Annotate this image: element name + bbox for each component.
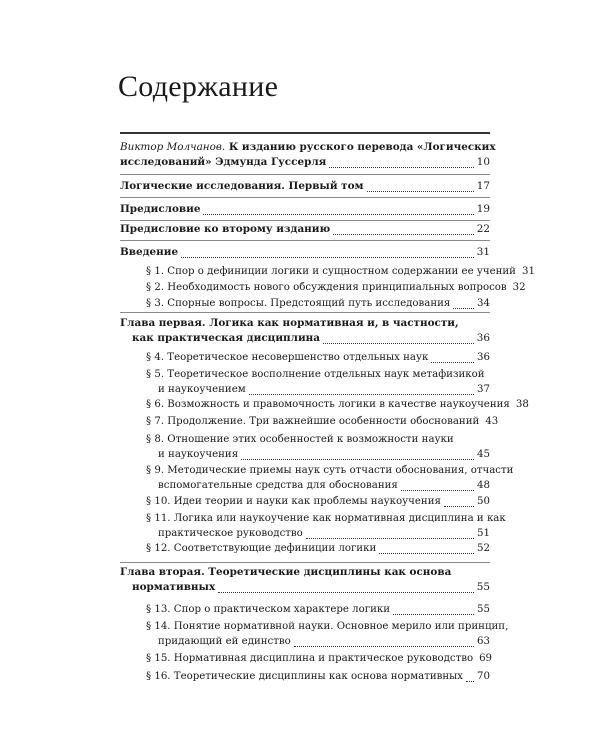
dot-leader <box>329 166 473 168</box>
dot-leader <box>203 213 473 215</box>
toc-section-15[interactable] <box>120 651 493 666</box>
page-number: 22 <box>476 223 490 235</box>
entry-title: § 4. Теоретическое несовершенство отдельных наук <box>146 352 429 363</box>
entry-title: исследований» Эдмунда Гуссерля <box>120 156 327 168</box>
page-title: Содержание <box>118 70 279 103</box>
page-number: 63 <box>477 636 490 647</box>
page-number: 69 <box>479 653 493 664</box>
entry-line <box>120 140 496 155</box>
entry-title: § 7. Продолжение. Три важнейшие особенности обоснований <box>146 416 480 427</box>
toc-section-3[interactable] <box>120 296 490 311</box>
dot-leader <box>401 489 474 491</box>
page-number: 32 <box>512 282 526 293</box>
entry-title: Введение <box>120 246 179 258</box>
entry-title: § 1. Спор о дефиниции логики и сущностном содержании ее учений <box>146 266 516 277</box>
entry-title: и наукоучения <box>158 449 239 460</box>
entry-author: Виктор Молчанов. <box>120 141 226 153</box>
entry-title: § 16. Теоретические дисциплины как основа нормативных <box>146 671 464 682</box>
dot-leader <box>323 342 474 344</box>
dot-leader <box>453 307 474 309</box>
page-number: 31 <box>521 266 535 277</box>
entry-title: и наукоучением <box>158 384 246 395</box>
page-number: 70 <box>477 671 490 682</box>
entry-title: Логические исследования. Первый том <box>120 180 364 192</box>
entry-title: вспомогательные средства для обоснования <box>158 480 398 491</box>
toc-section-11[interactable] <box>120 511 506 541</box>
entry-title: Глава вторая. Теоретические дисциплины как основа <box>120 566 452 578</box>
dot-leader <box>218 591 474 593</box>
toc-entry-introduction[interactable] <box>120 245 490 260</box>
toc-entry-preface[interactable] <box>120 202 490 217</box>
dot-leader <box>241 458 474 460</box>
page-number: 52 <box>477 543 490 554</box>
entry-title: Предисловие ко второму изданию <box>120 223 331 235</box>
entry-title: § 2. Необходимость нового обсуждения принципиальных вопросов <box>146 282 507 293</box>
entry-title: § 5. Теоретическое восполнение отдельных наук метафизикой <box>146 369 485 380</box>
toc-entry-introduction-molchanov[interactable] <box>120 140 496 170</box>
toc-section-6[interactable] <box>120 397 529 412</box>
divider <box>120 562 490 563</box>
toc-chapter-1[interactable] <box>120 316 490 346</box>
divider <box>120 312 490 313</box>
page-number: 55 <box>477 604 490 615</box>
page-number: 19 <box>476 203 490 215</box>
toc-section-9[interactable] <box>120 463 514 493</box>
page-number: 50 <box>477 496 490 507</box>
page-number: 31 <box>476 246 490 258</box>
divider <box>120 240 490 241</box>
page-number: 48 <box>477 480 490 491</box>
entry-title: нормативных <box>132 581 216 593</box>
toc-section-8[interactable] <box>120 432 490 462</box>
dot-leader <box>306 537 474 539</box>
toc-section-2[interactable] <box>120 280 526 295</box>
entry-title: Предисловие <box>120 203 201 215</box>
divider <box>120 174 490 175</box>
entry-title: § 3. Спорные вопросы. Предстоящий путь исследования <box>146 298 451 309</box>
page-number: 38 <box>515 399 529 410</box>
page-number: 34 <box>477 298 490 309</box>
entry-title: придающий ей единство <box>158 636 291 647</box>
toc-section-1[interactable] <box>120 264 535 279</box>
page-number: 10 <box>476 156 490 168</box>
entry-line <box>120 155 490 170</box>
dot-leader <box>249 393 474 395</box>
toc-section-13[interactable] <box>120 602 490 617</box>
dot-leader <box>181 256 474 258</box>
entry-title: § 10. Идеи теории и науки как проблемы наукоучения <box>146 496 441 507</box>
page-number: 51 <box>477 528 490 539</box>
page-number: 45 <box>477 449 490 460</box>
entry-title: § 12. Соответствующие дефиниции логики <box>146 543 377 554</box>
divider <box>120 132 490 134</box>
toc-section-4[interactable] <box>120 350 490 365</box>
entry-title: § 11. Логика или наукоучение как нормативная дисциплина и как <box>146 513 506 524</box>
toc-section-14[interactable] <box>120 619 509 649</box>
toc-chapter-2[interactable] <box>120 565 490 595</box>
dot-leader <box>444 505 474 507</box>
entry-title: как практическая дисциплина <box>132 332 321 344</box>
toc-section-5[interactable] <box>120 367 490 397</box>
entry-title: К изданию русского перевода «Логических <box>225 141 496 153</box>
entry-title: § 15. Нормативная дисциплина и практическое руководство <box>146 653 474 664</box>
entry-title: § 6. Возможность и правомочность логики в качестве наукоучения <box>146 399 510 410</box>
divider <box>120 220 490 221</box>
dot-leader <box>367 190 474 192</box>
dot-leader <box>333 233 474 235</box>
toc-section-7[interactable] <box>120 414 499 429</box>
dot-leader <box>466 680 474 682</box>
entry-title: § 8. Отношение этих особенностей к возможности науки <box>146 434 454 445</box>
page-number: 36 <box>477 352 490 363</box>
toc-entry-first-volume[interactable] <box>120 179 490 194</box>
toc-entry-second-preface[interactable] <box>120 222 490 237</box>
toc-section-16[interactable] <box>120 669 490 684</box>
dot-leader <box>393 613 474 615</box>
divider <box>120 197 490 198</box>
entry-title: § 14. Понятие нормативной науки. Основное мерило или принцип, <box>146 621 509 632</box>
page-number: 17 <box>476 180 490 192</box>
page-number: 55 <box>476 581 490 593</box>
page-number: 43 <box>485 416 499 427</box>
page-number: 36 <box>476 332 490 344</box>
dot-leader <box>379 552 474 554</box>
entry-title: § 9. Методические приемы наук суть отчасти обоснования, отчасти <box>146 465 514 476</box>
dot-leader <box>431 361 474 363</box>
entry-title: практическое руководство <box>158 528 303 539</box>
toc-section-10[interactable] <box>120 494 490 509</box>
toc-section-12[interactable] <box>120 541 490 556</box>
dot-leader <box>294 645 474 647</box>
page-number: 37 <box>477 384 490 395</box>
entry-title: § 13. Спор о практическом характере логики <box>146 604 391 615</box>
entry-title: Глава первая. Логика как нормативная и, в частности, <box>120 317 459 329</box>
